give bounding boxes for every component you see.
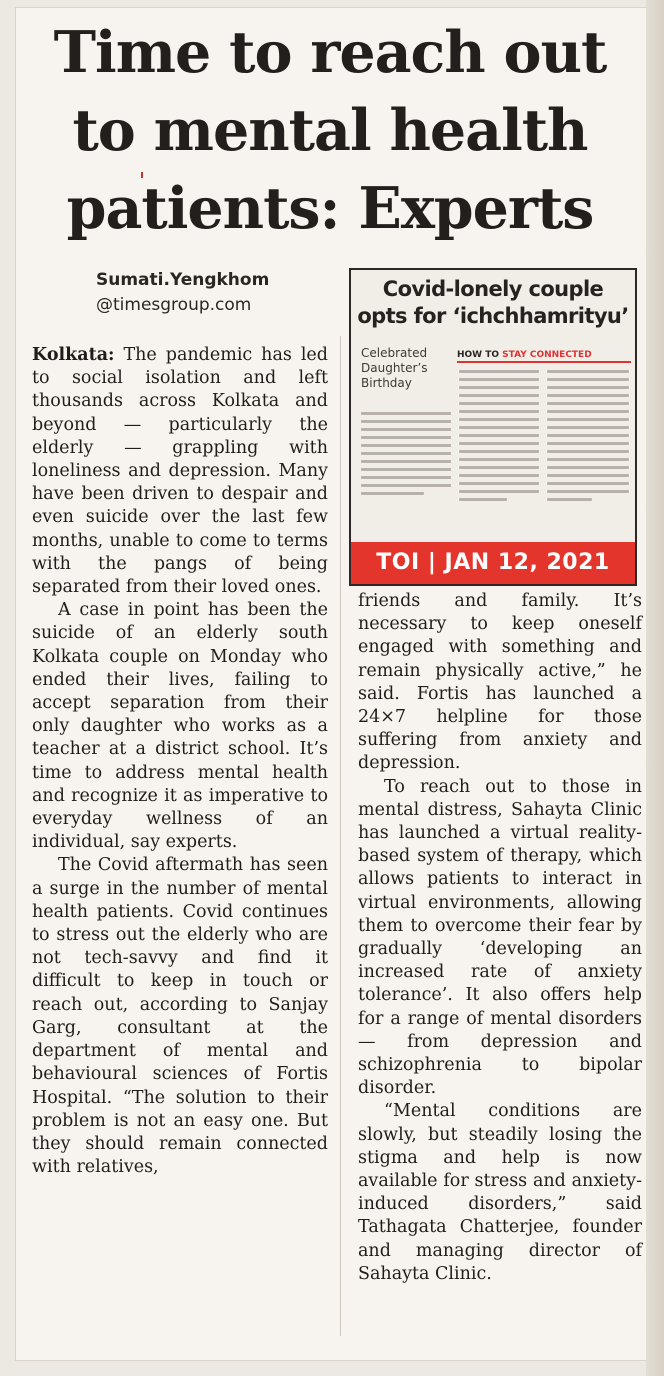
- article-paragraph: “Mental conditions are slowly, but steadily losing the stigma and help is now available for stress and anxiety-induced disorders,” said Tathagata Chatterjee, founder and managing director of Sahayta Clinic.: [358, 1101, 642, 1284]
- article-column-left: [32, 344, 328, 1179]
- adjacent-page-edge: [646, 0, 664, 1376]
- article-paragraph: To reach out to those in mental distress, Sahayta Clinic has launched a virtual reality-based system of therapy, which allows patients to interact in virtual environments, allowing them to overcome their fear by gradually ‘developing an increased rate of anxiety tolerance’. It also offers help for a range of mental disorders — from depression and schizophrenia to bipolar disorder.: [358, 776, 642, 1099]
- inset-tips-box: [457, 350, 631, 363]
- inset-source-date: TOI | JAN 12, 2021: [351, 542, 635, 584]
- article-paragraph: friends and family. It’s necessary to keep oneself engaged with something and remain physically active,” he said. Fortis has launched a 24×7 helpline for those suffering from anxiety and depression.: [358, 591, 642, 774]
- column-divider: [340, 336, 341, 1336]
- byline-email: @timesgroup.com: [96, 295, 252, 315]
- related-story-inset: [349, 268, 637, 586]
- inset-headline: Covid-lonely couple opts for ‘ichchhamrityu’: [357, 277, 629, 328]
- article-paragraph: The Covid aftermath has seen a surge in the number of mental health patients. Covid continues to stress out the elderly who are not tech-savvy and find it difficult to keep in touch or reach out, according to Sanjay Garg, consultant at the department of mental and behavioural sciences of Fortis Hospital. “The solution to their problem is not an easy one. But they should remain connected with relatives,: [32, 855, 328, 1178]
- article-paragraph: A case in point has been the suicide of an elderly south Kolkata couple on Monday who ended their lives, failing to accept separation from their only daughter who works as a teacher at a district school. It’s time to address mental health and recognize it as imperative to everyday wellness of an individual, say experts.: [32, 600, 328, 853]
- byline: [96, 268, 269, 318]
- inset-tips-title: HOW TO STAY CONNECTED: [457, 350, 631, 363]
- article-headline: Time to reach out to mental health patients: Experts: [53, 19, 607, 242]
- article-column-right: [358, 590, 642, 1286]
- article-paragraph: Kolkata: The pandemic has led to social isolation and left thousands across Kolkata and beyond — particularly the elderly — grappling with loneliness and depression. Many have been driven to despair and even suicide over the last few months, unable to come to terms with the pangs of being separated from their loved ones.: [32, 345, 328, 598]
- byline-name: Sumati.Yengkhom: [96, 270, 270, 290]
- dateline: Kolkata:: [32, 345, 115, 365]
- inset-photo-caption: Celebrated Daughter’s Birthday: [361, 346, 428, 390]
- inset-tips-text-col1: [459, 370, 539, 506]
- inset-body-text-left: [361, 412, 451, 500]
- inset-tips-text-col2: [547, 370, 629, 506]
